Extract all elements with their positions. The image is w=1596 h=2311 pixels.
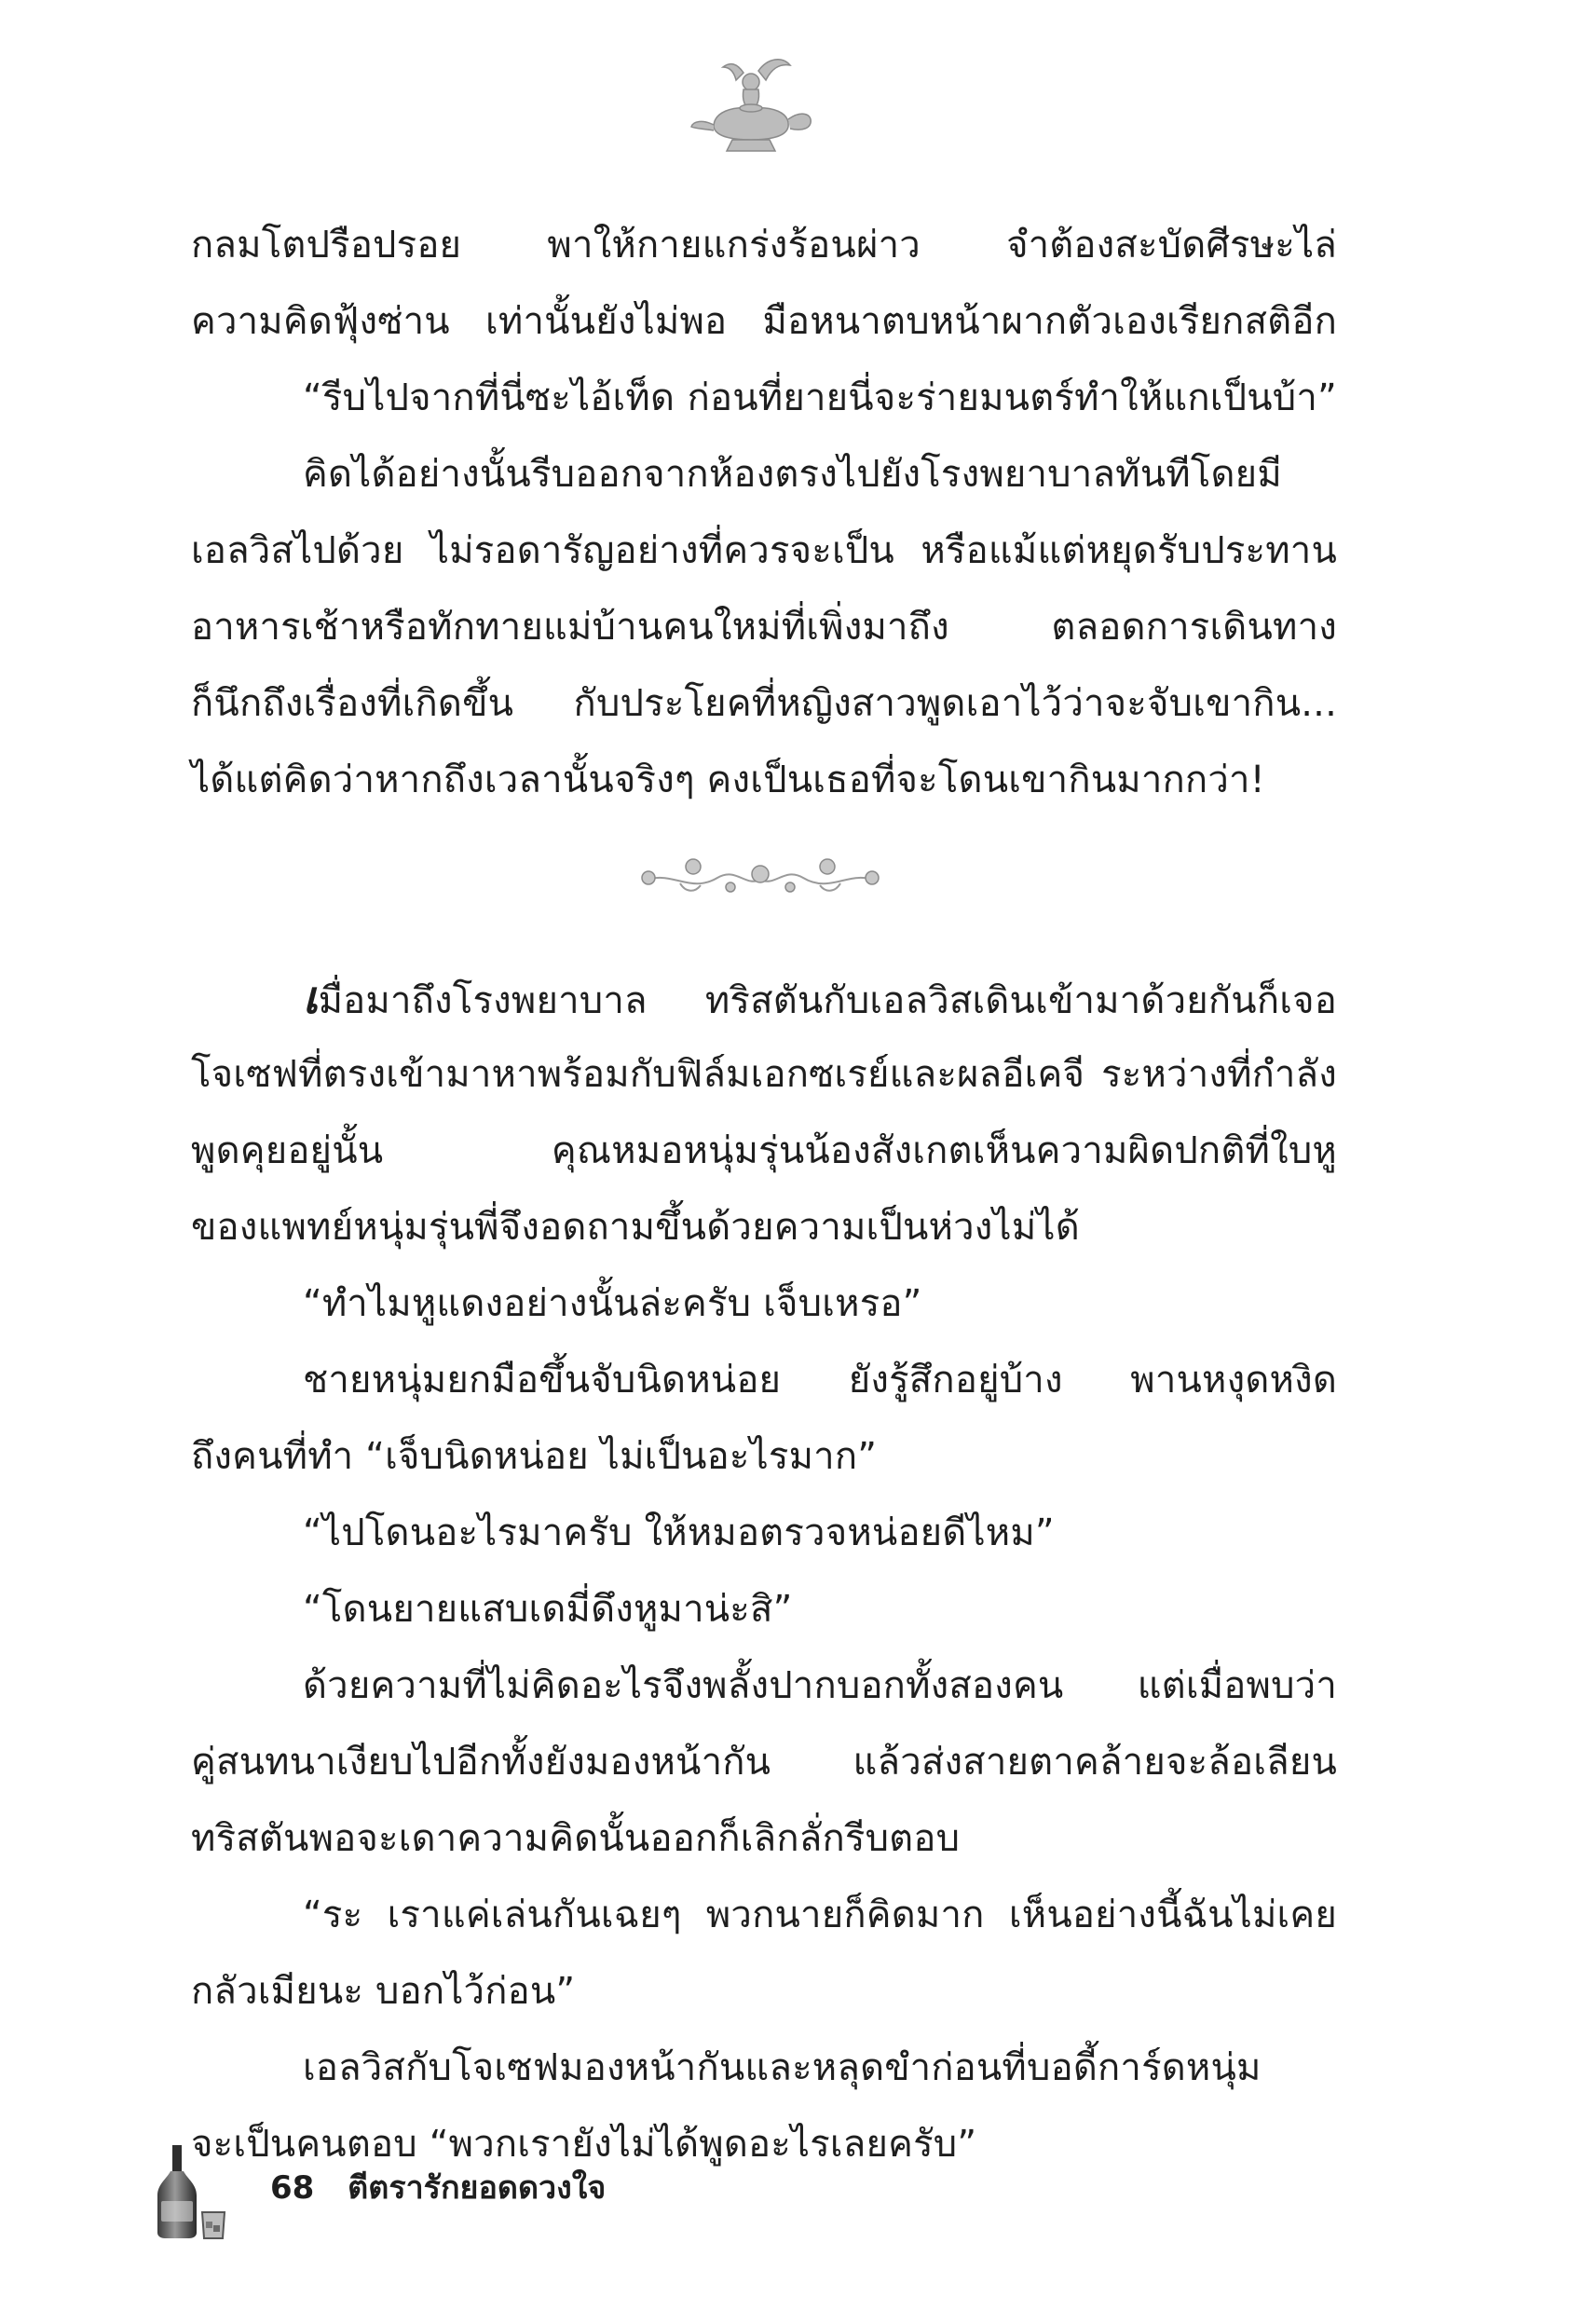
- paragraph-line: ด้วยความที่ไม่คิดอะไรจึงพลั้งปากบอกทั้งสองคน แต่เมื่อพบว่า: [303, 1664, 1337, 1707]
- paragraph-line: “รีบไปจากที่นี่ซะไอ้เท็ด ก่อนที่ยายนี่จะร่ายมนตร์ทำให้แกเป็นบ้า”: [303, 376, 1337, 419]
- paragraph-line: ได้แต่คิดว่าหากถึงเวลานั้นจริงๆ คงเป็นเธอที่จะโดนเขากินมากกว่า!: [191, 759, 1265, 801]
- paragraph-line: ก็นึกถึงเรื่องที่เกิดขึ้น กับประโยคที่หญิงสาวพูดเอาไว้ว่าจะจับเขากิน...: [191, 682, 1337, 725]
- bottle-glass-icon: [154, 2143, 228, 2241]
- paragraph-line: [191, 960, 1337, 1036]
- paragraph-line: อาหารเช้าหรือทักทายแม่บ้านคนใหม่ที่เพิ่งมาถึง ตลอดการเดินทาง: [191, 606, 1337, 649]
- paragraph-line: เอลวิสไปด้วย ไม่รอดารัญอย่างที่ควรจะเป็น หรือแม้แต่หยุดรับประทาน: [191, 529, 1337, 572]
- paragraph-line: คิดได้อย่างนั้นรีบออกจากห้องตรงไปยังโรงพยาบาลทันทีโดยมี: [303, 453, 1282, 496]
- drop-cap: เ: [303, 972, 319, 1024]
- paragraph-line: ความคิดฟุ้งซ่าน เท่านั้นยังไม่พอ มือหนาตบหน้าผากตัวเองเรียกสติอีก: [191, 300, 1337, 343]
- paragraph-line: “ทำไมหูแดงอย่างนั้นล่ะครับ เจ็บเหรอ”: [303, 1282, 922, 1325]
- section-two: [191, 960, 1337, 2182]
- first-line-text: มื่อมาถึงโรงพยาบาล ทริสตันกับเอลวิสเดินเข้ามาด้วยกันก็เจอ: [318, 979, 1337, 1022]
- paragraph-line: “โดนยายแสบเดมี่ดึงหูมาน่ะสิ”: [303, 1588, 793, 1631]
- paragraph-line: คู่สนทนาเงียบไปอีกทั้งยังมองหน้ากัน แล้วส่งสายตาคล้ายจะล้อเลียน: [191, 1741, 1337, 1784]
- paragraph-line: ชายหนุ่มยกมือขึ้นจับนิดหน่อย ยังรู้สึกอยู่บ้าง พานหงุดหงิด: [303, 1359, 1337, 1402]
- paragraph-line: จะเป็นคนตอบ “พวกเรายังไม่ได้พูดอะไรเลยครับ”: [191, 2123, 977, 2166]
- page-footer: [270, 2160, 606, 2216]
- paragraph-line: “ระ เราแค่เล่นกันเฉยๆ พวกนายก็คิดมาก เห็นอย่างนี้ฉันไม่เคย: [303, 1894, 1337, 1936]
- paragraph-line: โจเซฟที่ตรงเข้ามาหาพร้อมกับฟิล์มเอกซเรย์และผลอีเคจี ระหว่างที่กำลัง: [191, 1053, 1337, 1096]
- book-title: ตีตรารักยอดดวงใจ: [348, 2169, 607, 2207]
- floral-divider-icon: [634, 850, 887, 906]
- paragraph-line: พูดคุยอยู่นั้น คุณหมอหนุ่มรุ่นน้องสังเกตเห็นความผิดปกติที่ใบหู: [191, 1129, 1337, 1172]
- section-one: [191, 207, 1337, 818]
- cupid-lamp-ornament-icon: [686, 54, 816, 158]
- paragraph-line: ถึงคนที่ทำ “เจ็บนิดหน่อย ไม่เป็นอะไรมาก”: [191, 1435, 878, 1478]
- paragraph-line: ของแพทย์หนุ่มรุ่นพี่จึงอดถามขึ้นด้วยความเป็นห่วงไม่ได้: [191, 1206, 1080, 1249]
- paragraph-line: ทริสตันพอจะเดาความคิดนั้นออกก็เลิกลั่กรีบตอบ: [191, 1817, 961, 1860]
- paragraph-line: เอลวิสกับโจเซฟมองหน้ากันและหลุดขำก่อนที่บอดี้การ์ดหนุ่ม: [303, 2046, 1262, 2089]
- page-number: 68: [270, 2169, 315, 2207]
- paragraph-line: กลัวเมียนะ บอกไว้ก่อน”: [191, 1970, 576, 2013]
- paragraph-line: กลมโตปรือปรอย พาให้กายแกร่งร้อนผ่าว จำต้องสะบัดศีรษะไล่: [191, 224, 1337, 267]
- paragraph-line: “ไปโดนอะไรมาครับ ให้หมอตรวจหน่อยดีไหม”: [303, 1511, 1055, 1554]
